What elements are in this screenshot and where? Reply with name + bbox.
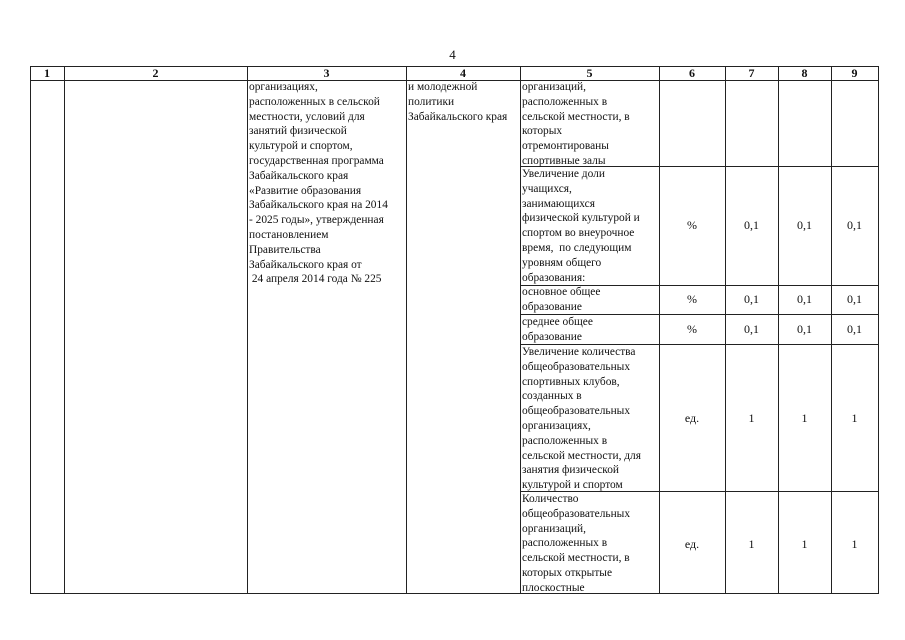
- value-cell: 1: [748, 537, 755, 551]
- indicator-text: среднее общее образование: [522, 316, 593, 343]
- header-col-2: 2: [152, 66, 159, 80]
- value-cell: 1: [851, 411, 858, 425]
- header-col-1: 1: [44, 66, 50, 80]
- indicator-text: основное общее образование: [522, 286, 601, 313]
- unit-cell: %: [687, 292, 697, 306]
- header-col-5: 5: [586, 66, 593, 80]
- program-text: организациях, расположенных в сельской местности, условий для занятий физической культурой и спортом, государственная программа Забайкальского края «Развитие образования Забайкальского края на 2014 - 2025 годы», утвержденная постановлением Правительства Забайкальского края от 24 апреля 2014 года № 225: [249, 81, 388, 286]
- value-cell: 0,1: [847, 322, 862, 336]
- value-cell: 1: [801, 411, 808, 425]
- value-cell: 0,1: [797, 322, 812, 336]
- value-cell: 0,1: [847, 292, 862, 306]
- col-border: [520, 66, 521, 594]
- header-col-7: 7: [748, 66, 755, 80]
- header-col-6: 6: [689, 66, 695, 80]
- indicator-text: организаций, расположенных в сельской местности, в которых отремонтированы спортивные залы: [522, 81, 630, 167]
- unit-cell: ед.: [684, 537, 700, 551]
- value-cell: 0,1: [847, 218, 862, 232]
- unit-cell: %: [687, 322, 697, 336]
- col-border: [247, 66, 248, 594]
- indicator-text: Количество общеобразовательных организаций, расположенных в сельской местности, в которых открытые плоскостные: [522, 493, 631, 594]
- responsible-text: и молодежной политики Забайкальского края: [408, 81, 508, 123]
- unit-cell: %: [687, 218, 697, 232]
- value-cell: 0,1: [744, 322, 759, 336]
- table-bottom-border: [30, 593, 878, 594]
- col-border: [64, 66, 65, 594]
- header-col-9: 9: [851, 66, 858, 80]
- value-cell: 1: [748, 411, 755, 425]
- value-cell: 1: [851, 537, 858, 551]
- value-cell: 0,1: [797, 292, 812, 306]
- header-col-8: 8: [801, 66, 808, 80]
- value-cell: 0,1: [744, 218, 759, 232]
- unit-cell: ед.: [684, 411, 700, 425]
- col-border: [406, 66, 407, 594]
- col-border: [878, 66, 879, 594]
- value-cell: 0,1: [744, 292, 759, 306]
- value-cell: 0,1: [797, 218, 812, 232]
- indicator-text: Увеличение количества общеобразовательных спортивных клубов, созданных в общеобразовательных организациях, расположенных в сельской местности, для занятия физической культурой и спортом: [522, 346, 641, 492]
- col-border: [30, 66, 31, 594]
- header-col-4: 4: [460, 66, 466, 80]
- value-cell: 1: [801, 537, 808, 551]
- header-col-3: 3: [323, 66, 330, 80]
- page-number: 4: [449, 47, 456, 62]
- indicator-text: Увеличение доли учащихся, занимающихся физической культурой и спортом во внеурочное время, по следующим уровням общего образования:: [522, 168, 640, 284]
